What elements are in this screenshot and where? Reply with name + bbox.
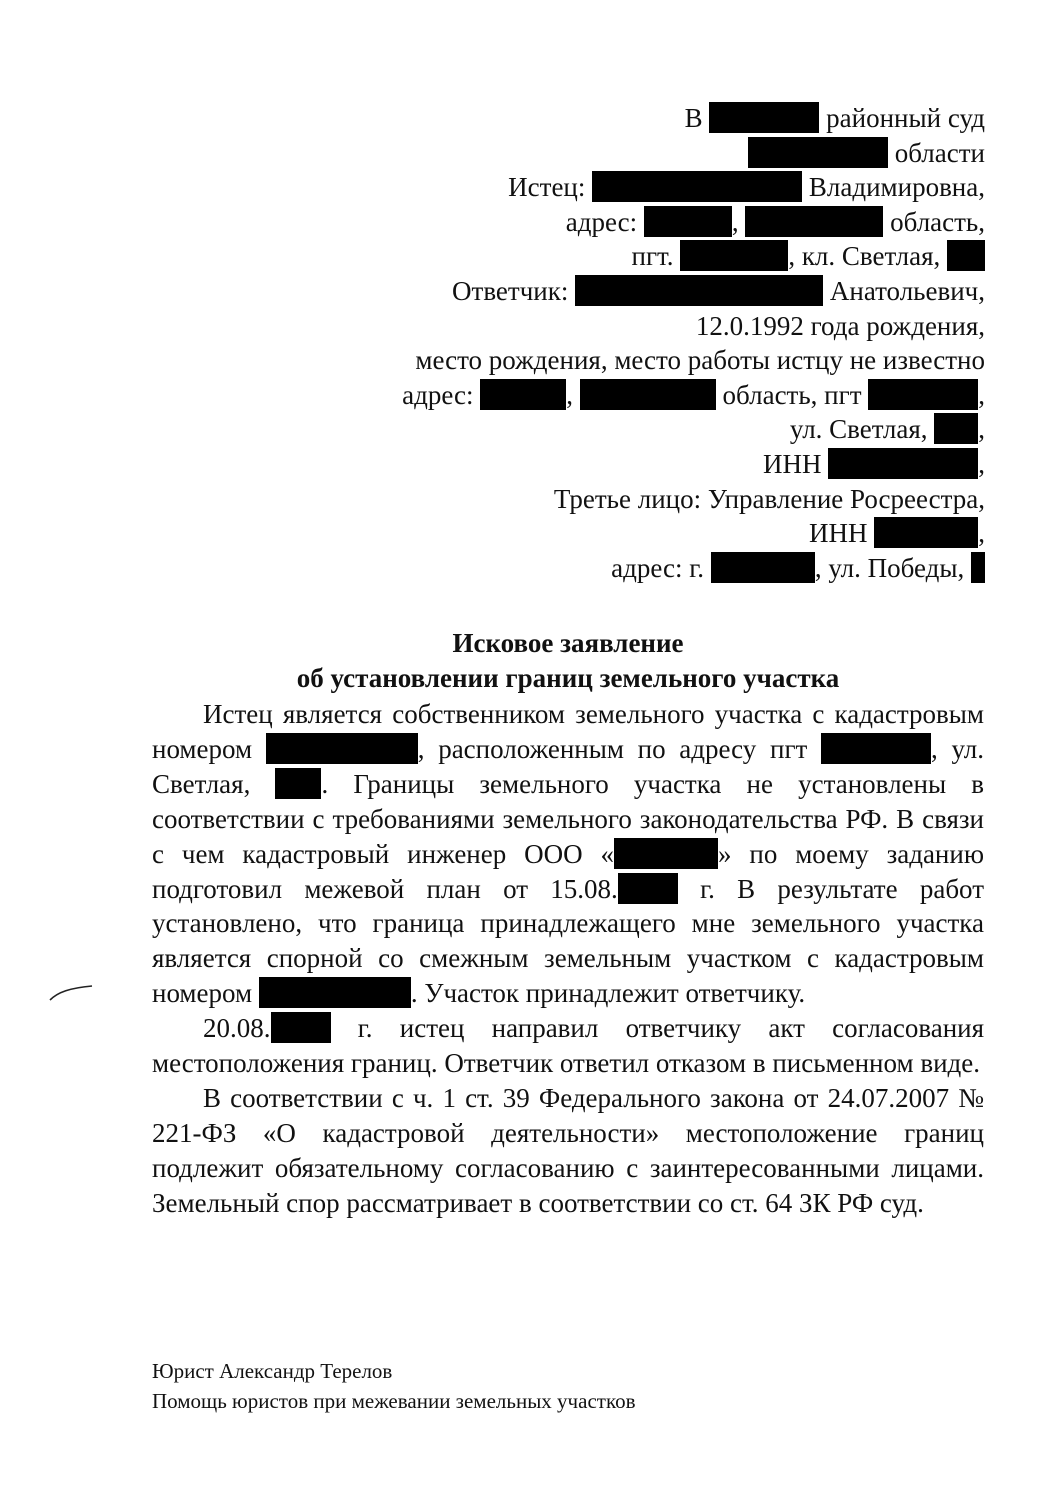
redaction [748, 137, 888, 168]
redaction [947, 240, 985, 271]
document-title [150, 626, 986, 696]
court-line: В районный суд [684, 103, 985, 133]
author-line: Юрист Александр Терелов [152, 1359, 393, 1383]
third-party-line: Третье лицо: Управление Росреестра, [553, 483, 985, 514]
paragraph-3: В соответствии с ч. 1 ст. 39 Федерального закона от 24.07.2007 № 221-ФЗ «О кадастровой деятельности» местоположение границ подлежит обязательному согласованию с заинтересованными лицами. Земельный спор рассматривает в соответствии со ст. 64 ЗК РФ суд. [152, 1082, 984, 1218]
third-party-inn-line: ИНН , [809, 518, 985, 549]
redaction [480, 379, 566, 410]
paragraph-2: 20.08. г. истец направил ответчику акт согласования местоположения границ. Ответчик ответил отказом в письменном виде. [152, 1013, 985, 1079]
title-line-1: Исковое заявление [452, 628, 684, 658]
signature-block [152, 1356, 636, 1416]
region-line: области [205, 136, 985, 171]
defendant-inn-line: ИНН , [763, 448, 985, 479]
redaction [271, 1012, 331, 1043]
plaintiff-settlement-line: пгт. , кл. Светлая, [205, 239, 985, 274]
claim-body [152, 697, 984, 1221]
paragraph-1: Истец является собственником земельного участка с кадастровым номером , расположенным по адресу пгт , ул. Светлая, . Границы земельного участка не установлены в соответствии с требованиями земельного законодательства РФ. В связи с чем кадастровый инженер ООО « » по моему заданию подготовил межевой план от 15.08. г. В результате работ установлено, что граница принадлежащего мне земельного участка является спорной со смежным земельным участком с кадастровым номером . Участок принадлежит ответчику. [152, 699, 985, 1009]
defendant-address-line: адрес: , область, пгт , [402, 379, 985, 410]
pen-mark [48, 980, 96, 1004]
redaction [644, 206, 732, 237]
third-party-address-line: адрес: г. , ул. Победы, [205, 551, 985, 586]
plaintiff-line: Истец: Владимировна, [508, 172, 985, 203]
redaction [259, 977, 411, 1008]
redaction [868, 379, 978, 410]
redaction [266, 733, 418, 764]
defendant-birth-line: 12.0.1992 года рождения, [695, 310, 985, 341]
title-line-2: об установлении границ земельного участка [296, 663, 840, 693]
plaintiff-address-line: адрес: , область, [565, 206, 985, 237]
redaction [874, 517, 978, 548]
redaction [614, 838, 718, 869]
defendant-street-line: ул. Светлая, , [789, 414, 985, 445]
redaction [680, 240, 788, 271]
redaction [711, 552, 815, 583]
redaction [580, 379, 716, 410]
redaction [592, 171, 802, 202]
defendant-line: Ответчик: Анатольевич, [452, 275, 985, 306]
addressee-block [205, 101, 985, 585]
redaction [828, 448, 978, 479]
redaction [821, 733, 931, 764]
redaction [745, 206, 883, 237]
redaction [618, 873, 678, 904]
redaction [275, 768, 321, 799]
tagline-line: Помощь юристов при межевании земельных участков [152, 1389, 636, 1413]
redaction [709, 102, 819, 133]
redaction [575, 275, 823, 306]
redaction [934, 413, 978, 444]
redaction [971, 552, 985, 583]
defendant-birthplace-line: место рождения, место работы истцу не известно [415, 345, 985, 376]
